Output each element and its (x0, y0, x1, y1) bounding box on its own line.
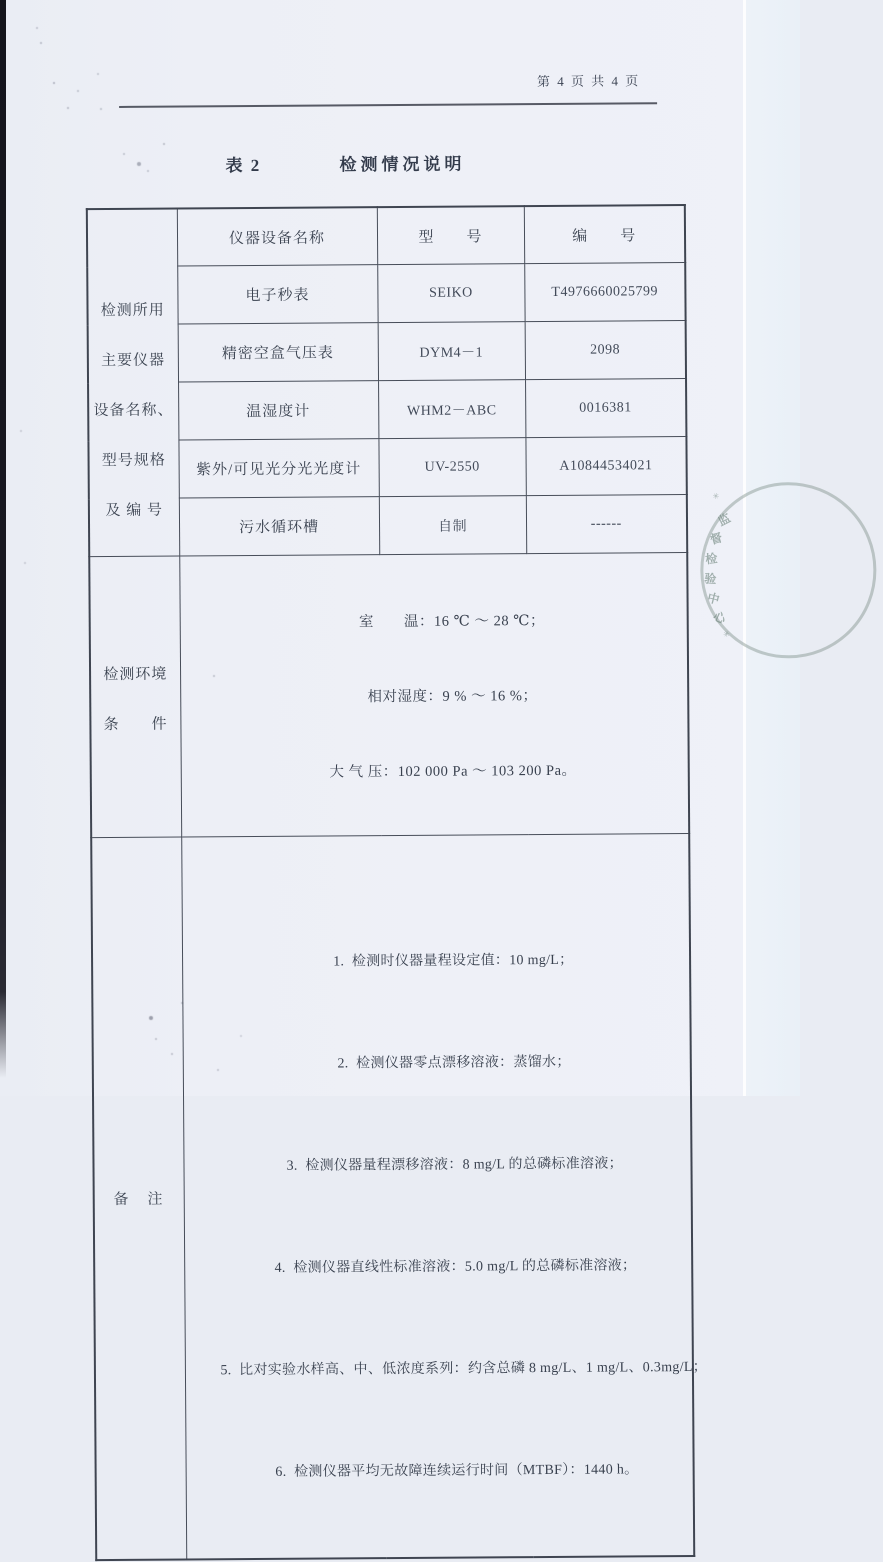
row-header-line: 设备名称、 (93, 402, 174, 420)
stamp-char: 督 (708, 530, 725, 548)
environment-conditions (179, 552, 689, 837)
env-condition-line: 室 温：16 ℃ ～ 28 ℃； (358, 612, 545, 631)
env-condition-line: 相对湿度：9 % ～ 16 %； (367, 688, 538, 706)
cell-equipment-name: 紫外/可见光分光光度计 (178, 439, 378, 498)
stamp-ring (700, 482, 877, 659)
cell-model: DYM4－1 (378, 322, 525, 381)
table-row (87, 263, 685, 325)
stamp-char: 监 (715, 510, 733, 529)
cell-serial: A10844534021 (525, 436, 686, 495)
scan-dust-specks (0, 0, 2, 2)
page-number: 第 4 页 共 4 页 (536, 73, 641, 90)
remarks-content (181, 833, 708, 1559)
row-header-line: 检测所用 (100, 302, 165, 320)
instruments-row-header (87, 209, 179, 557)
remark-item: 5. 比对实验水样高、中、低浓度系列：约含总磷 8 mg/L、1 mg/L、0.3mg/L； (220, 1359, 708, 1379)
stamp-star-icon: ✳ (720, 628, 732, 640)
row-header-line: 主要仪器 (101, 352, 166, 370)
stamp-star-icon: ✳ (710, 490, 722, 502)
table-header-row (87, 205, 685, 267)
table-row (89, 494, 687, 556)
stamp-char: 中 (705, 590, 721, 608)
col-header-model: 型 号 (377, 206, 524, 265)
cell-model: WHM2－ABC (378, 380, 525, 439)
remark-item: 4. 检测仪器直线性标准溶液：5.0 mg/L 的总磷标准溶液； (274, 1258, 637, 1276)
row-header-line: 型号规格 (101, 452, 166, 470)
environment-row (89, 552, 689, 837)
cell-equipment-name: 精密空盒气压表 (178, 323, 378, 382)
title-row (0, 148, 698, 179)
cell-serial: ------ (526, 494, 687, 553)
cell-serial: T4976660025799 (524, 263, 685, 322)
remarks-row (91, 833, 694, 1560)
remarks-row-header: 备 注 (91, 837, 186, 1560)
report-table (86, 204, 708, 1561)
cell-equipment-name: 温湿度计 (178, 381, 378, 440)
table-row (88, 378, 686, 440)
col-header-name: 仪器设备名称 (177, 207, 377, 266)
col-header-serial: 编 号 (524, 205, 685, 264)
cell-serial: 0016381 (525, 378, 686, 437)
remark-item: 1. 检测时仪器量程设定值：10 mg/L； (333, 952, 574, 970)
official-stamp (697, 479, 874, 656)
env-header-line: 检测环境 (103, 666, 168, 684)
remark-item: 3. 检测仪器量程漂移溶液：8 mg/L 的总磷标准溶液； (286, 1156, 623, 1174)
row-header-line: 及 编 号 (105, 502, 163, 520)
env-condition-line: 大 气 压：102 000 Pa ～ 103 200 Pa。 (329, 762, 577, 781)
table-label: 表 2 (225, 155, 262, 176)
stamp-char: 心 (711, 608, 728, 627)
stamp-char: 检 (704, 551, 719, 567)
header-rule (119, 102, 657, 108)
remark-item: 6. 检测仪器平均无故障连续运行时间（MTBF）：1440 h。 (275, 1462, 639, 1480)
cell-model: 自制 (379, 496, 526, 555)
env-header-line: 条 件 (103, 716, 168, 734)
table-row (88, 436, 686, 498)
cell-equipment-name: 电子秒表 (177, 265, 377, 324)
page-title: 检测情况说明 (339, 154, 466, 175)
cell-serial: 2098 (525, 321, 686, 380)
environment-row-header (89, 556, 181, 838)
table-row (88, 321, 686, 383)
stamp-char: 验 (703, 571, 717, 587)
cell-model: UV-2550 (378, 438, 525, 497)
remark-item: 2. 检测仪器零点漂移溶液：蒸馏水； (337, 1054, 571, 1072)
cell-equipment-name: 污水循环槽 (179, 497, 379, 556)
cell-model: SEIKO (377, 264, 524, 323)
